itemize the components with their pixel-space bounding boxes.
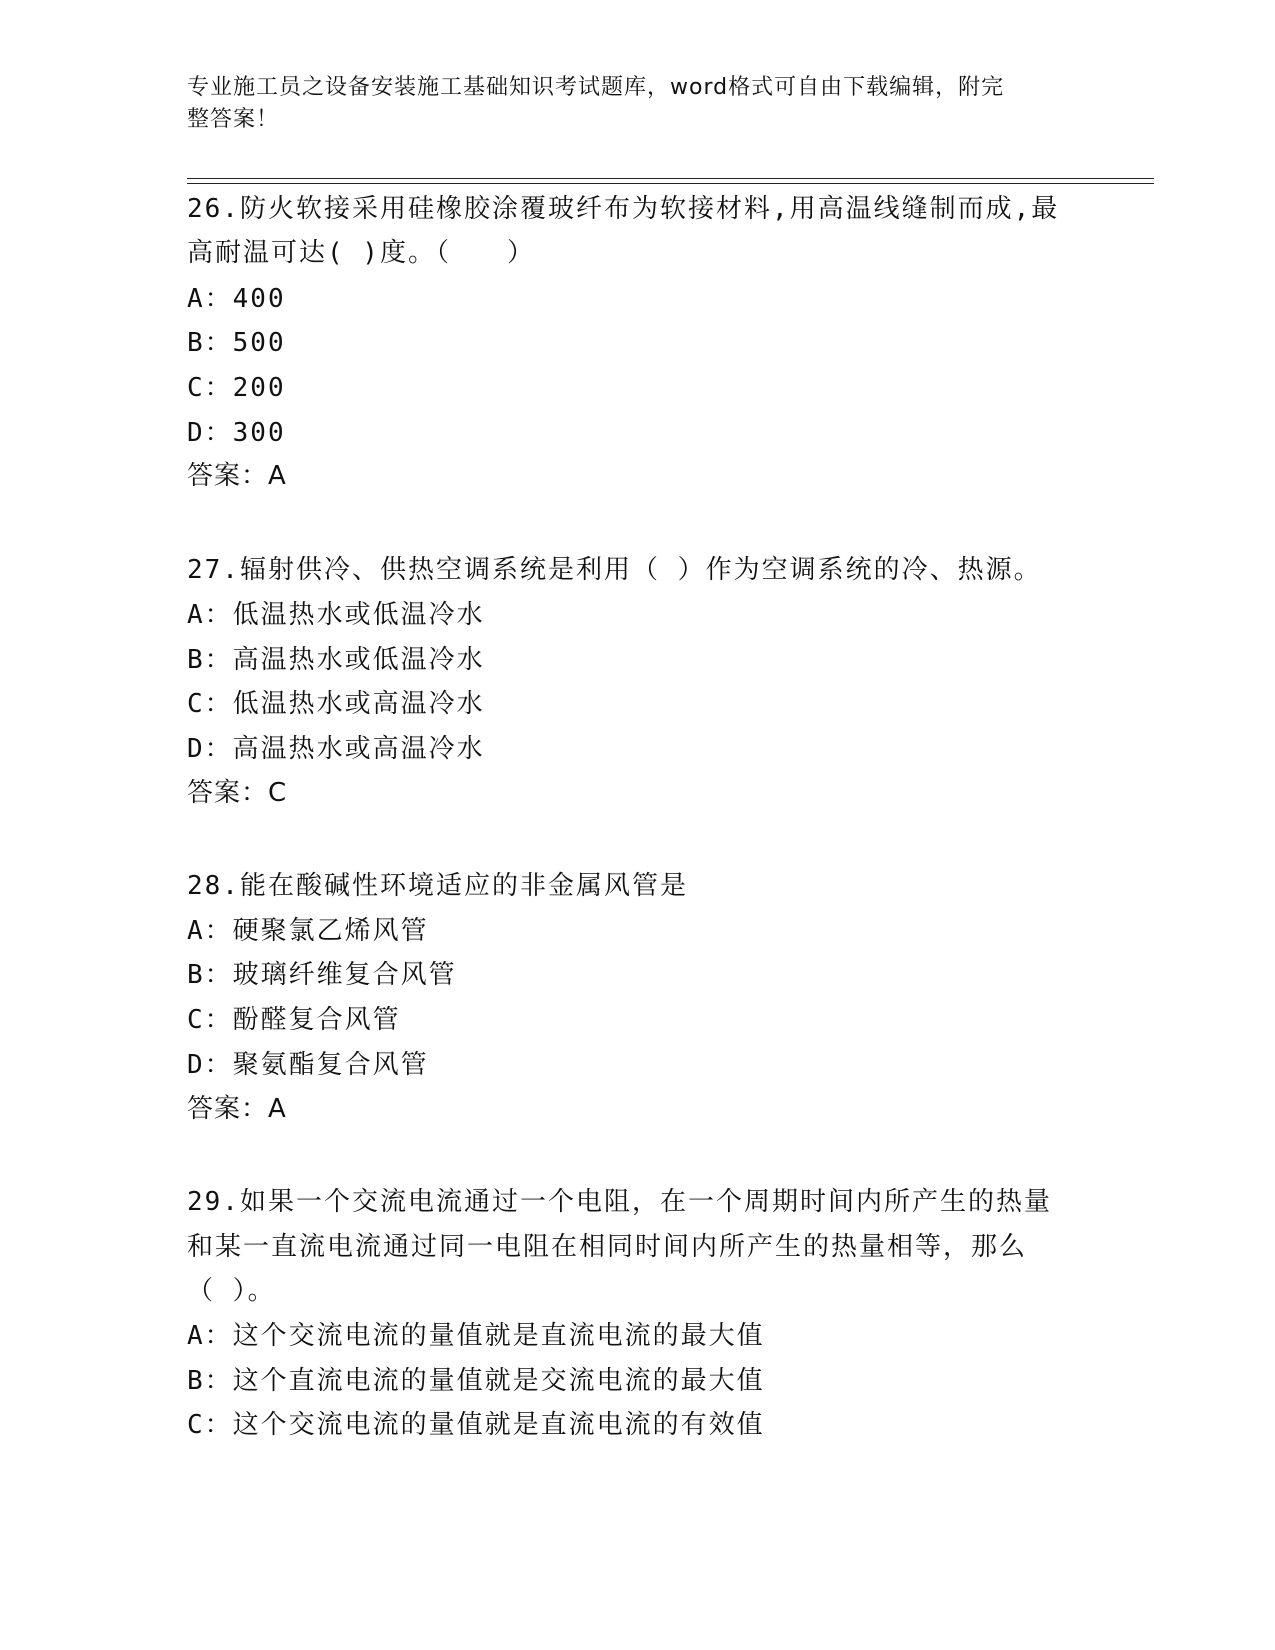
question-26-option-c: C：200 [187, 373, 286, 403]
document-header [187, 72, 1067, 136]
question-29-option-a: A：这个交流电流的量值就是直流电流的最大值 [187, 1321, 765, 1351]
question-27-option-a: A：低温热水或低温冷水 [187, 600, 485, 630]
question-26-answer: 答案：A [187, 461, 287, 491]
question-26-option-d: D：300 [187, 418, 286, 448]
question-27-option-c: C：低温热水或高温冷水 [187, 689, 485, 719]
header-line-1: 专业施工员之设备安装施工基础知识考试题库，word格式可自由下载编辑，附完 [187, 75, 1005, 100]
question-28-stem-line-1: 28.能在酸碱性环境适应的非金属风管是 [187, 871, 688, 901]
question-26-option-a: A：400 [187, 284, 286, 314]
question-29-stem-line-1: 29.如果一个交流电流通过一个电阻，在一个周期时间内所产生的热量 [187, 1187, 1052, 1217]
question-28-option-d: D：聚氨酯复合风管 [187, 1050, 429, 1080]
question-28-option-c: C：酚醛复合风管 [187, 1005, 401, 1035]
header-divider-bottom [187, 183, 1154, 184]
question-26-option-b: B：500 [187, 328, 286, 358]
question-29-stem-line-2: 和某一直流电流通过同一电阻在相同时间内所产生的热量相等，那么 [187, 1232, 1028, 1262]
header-divider-top [187, 178, 1154, 179]
question-29-stem-line-3: （ ）。 [187, 1276, 276, 1306]
header-line-2: 整答案！ [187, 107, 280, 132]
question-27-option-b: B：高温热水或低温冷水 [187, 645, 485, 675]
question-28-option-a: A：硬聚氯乙烯风管 [187, 916, 429, 946]
question-28-option-b: B：玻璃纤维复合风管 [187, 960, 457, 990]
question-29-option-c: C：这个交流电流的量值就是直流电流的有效值 [187, 1410, 765, 1440]
question-26-stem-line-1: 26.防火软接采用硅橡胶涂覆玻纤布为软接材料,用高温线缝制而成,最 [187, 194, 1060, 224]
question-27-stem-line-1: 27.辐射供冷、供热空调系统是利用（ ）作为空调系统的冷、热源。 [187, 555, 1042, 585]
question-27-answer: 答案：C [187, 778, 288, 808]
question-29-option-b: B：这个直流电流的量值就是交流电流的最大值 [187, 1366, 765, 1396]
question-26-stem-line-2: 高耐温可达( )度。（ ） [187, 238, 535, 268]
question-28-answer: 答案：A [187, 1094, 287, 1124]
question-27-option-d: D：高温热水或高温冷水 [187, 734, 485, 764]
